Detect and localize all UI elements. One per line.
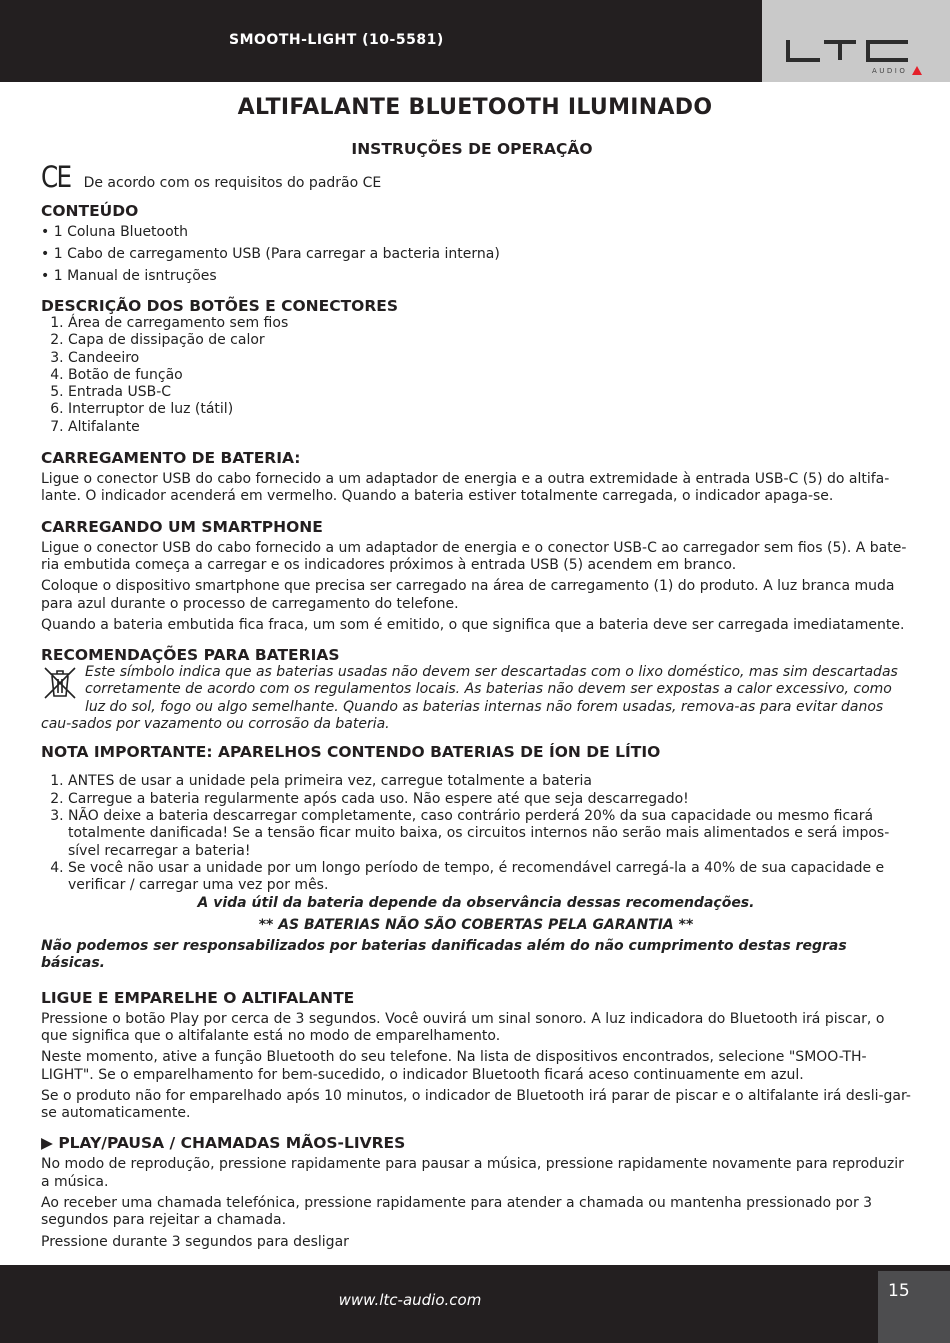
liability-note: Não podemos ser responsabilizados por baterias danificadas além do não cumprimento destas regras básicas. — [41, 938, 847, 972]
list-item: 3. NÃO deixe a bateria descarregar completamente, caso contrário perderá 20% da sua capacidade ou mesmo ficará totalmente danificada! Se a tensão ficar muito baixa, os circuitos internos não serão mais alimentados e será impos-sível recarregar a bateria! — [68, 808, 911, 860]
brand-logo — [762, 0, 950, 82]
pairing-paragraph-1: Pressione o botão Play por cerca de 3 segundos. Você ouvirá um sinal sonoro. A luz indicadora do Bluetooth irá piscar, o que significa que o altifalante está no modo de emparelhamento. — [41, 1010, 885, 1044]
list-item: 7. Altifalante — [68, 419, 911, 436]
crossed-bin-icon — [41, 664, 79, 702]
battery-life-note: A vida útil da bateria depende da observância dessas recomendações. — [197, 895, 755, 912]
logo-audio-label: AUDIO — [872, 67, 908, 75]
list-item: 2. Capa de dissipação de calor — [68, 332, 911, 349]
list-item: 1. ANTES de usar a unidade pela primeira vez, carregue totalmente a bateria — [68, 773, 911, 790]
recommendations-text: Este símbolo indica que as baterias usadas não devem ser descartadas com o lixo doméstico, mas sim descartadas corretamente de acordo com os regulamentos locais. As baterias não devem ser expostas a calor excessivo, como luz do sol, fogo ou algo semelhante. Quando as baterias internas não forem usadas, remova-as para evitar danos cau-sados por vazamento ou corrosão da bateria. — [41, 664, 898, 733]
page-title: ALTIFALANTE BLUETOOTH ILUMINADO — [237, 95, 713, 120]
page-number: 15 — [888, 1281, 910, 1301]
page-number-box — [878, 1271, 950, 1343]
smartphone-paragraph-2: Coloque o dispositivo smartphone que precisa ser carregado na área de carregamento (1) do produto. A luz branca muda para azul durante o processo de carregamento do telefone. — [41, 578, 895, 612]
list-item: 4. Botão de função — [68, 367, 911, 384]
list-item: • 1 Cabo de carregamento USB (Para carregar a bacteria interna) — [41, 246, 500, 262]
pairing-paragraph-3: Se o produto não for emparelhado após 10 minutos, o indicador de Bluetooth irá parar de piscar e o altifalante irá desli-gar-se automaticamente. — [41, 1087, 911, 1122]
recommendations-block — [41, 664, 911, 733]
list-item: • 1 Manual de isntruções — [41, 268, 217, 284]
ce-mark-icon: CE — [41, 160, 71, 194]
website-link[interactable]: www.ltc-audio.com — [338, 1291, 482, 1309]
contents-heading: CONTEÚDO — [41, 202, 139, 220]
list-item: 5. Entrada USB-C — [68, 384, 911, 401]
list-item: 6. Interruptor de luz (tátil) — [68, 401, 911, 418]
charging-heading: CARREGAMENTO DE BATERIA: — [41, 449, 301, 468]
list-item: • 1 Coluna Bluetooth — [41, 224, 189, 240]
charging-text: Ligue o conector USB do cabo fornecido a um adaptador de energia e a outra extremidade à entrada USB-C (5) do altifa-lante. O indicador acenderá em vermelho. Quando a bateria estiver totalmente carregada, o indicador apaga-se. — [41, 471, 890, 505]
list-item: 1. Área de carregamento sem fios — [68, 315, 911, 332]
recommendations-heading: RECOMENDAÇÕES PARA BATERIAS — [41, 646, 340, 665]
buttons-list — [41, 315, 911, 436]
pairing-paragraph-2: Neste momento, ative a função Bluetooth do seu telefone. Na lista de dispositivos encontrados, selecione "SMOO-TH-LIGHT". Se o emparelhamento for bem-sucedido, o indicador Bluetooth ficará aceso continuamente em azul. — [41, 1049, 867, 1083]
footer-bar — [0, 1265, 950, 1343]
list-item: 3. Candeeiro — [68, 350, 911, 367]
model-name: SMOOTH-LIGHT (10-5581) — [229, 32, 444, 48]
logo-triangle-icon — [912, 66, 922, 75]
document-body — [41, 160, 911, 1255]
list-item: 2. Carregue a bateria regularmente após cada uso. Não espere até que seja descarregado! — [68, 791, 911, 808]
list-item: 4. Se você não usar a unidade por um longo período de tempo, é recomendável carregá-la a 40% de sua capacidade e verificar / carregar uma vez por mês. — [68, 860, 911, 895]
ce-compliance — [41, 160, 911, 192]
smartphone-paragraph-1: Ligue o conector USB do cabo fornecido a um adaptador de energia e o conector USB-C ao carregador sem fios (5). A bate-ria embutida começa a carregar e os indicadores próximos à entrada USB (5) acendem em branco. — [41, 539, 907, 573]
play-paragraph-3: Pressione durante 3 segundos para desligar — [41, 1233, 349, 1250]
important-heading: NOTA IMPORTANTE: APARELHOS CONTENDO BATERIAS DE ÍON DE LÍTIO — [41, 743, 661, 762]
ltc-logo-icon — [784, 34, 914, 64]
important-list — [41, 773, 911, 894]
smartphone-paragraph-3: Quando a bateria embutida fica fraca, um som é emitido, o que significa que a bateria deve ser carregada imediatamente. — [41, 616, 905, 633]
play-paragraph-1: No modo de reprodução, pressione rapidamente para pausar a música, pressione rapidamente novamente para reproduzir a música. — [41, 1156, 904, 1190]
play-paragraph-2: Ao receber uma chamada telefónica, pressione rapidamente para atender a chamada ou mantenha pressionado por 3 segundos para rejeitar a chamada. — [41, 1194, 873, 1229]
pairing-heading: LIGUE E EMPARELHE O ALTIFALANTE — [41, 988, 355, 1007]
contents-list — [41, 224, 911, 285]
ce-text: De acordo com os requisitos do padrão CE — [83, 174, 382, 191]
play-heading: ▶ PLAY/PAUSA / CHAMADAS MÃOS-LIVRES — [41, 1134, 406, 1153]
smartphone-heading: CARREGANDO UM SMARTPHONE — [41, 517, 323, 536]
warranty-note: ** AS BATERIAS NÃO SÃO COBERTAS PELA GARANTIA ** — [258, 916, 694, 933]
buttons-heading: DESCRIÇÃO DOS BOTÕES E CONECTORES — [41, 297, 399, 315]
page-subtitle: INSTRUÇÕES DE OPERAÇÃO — [351, 140, 593, 158]
header-bar — [0, 0, 762, 82]
